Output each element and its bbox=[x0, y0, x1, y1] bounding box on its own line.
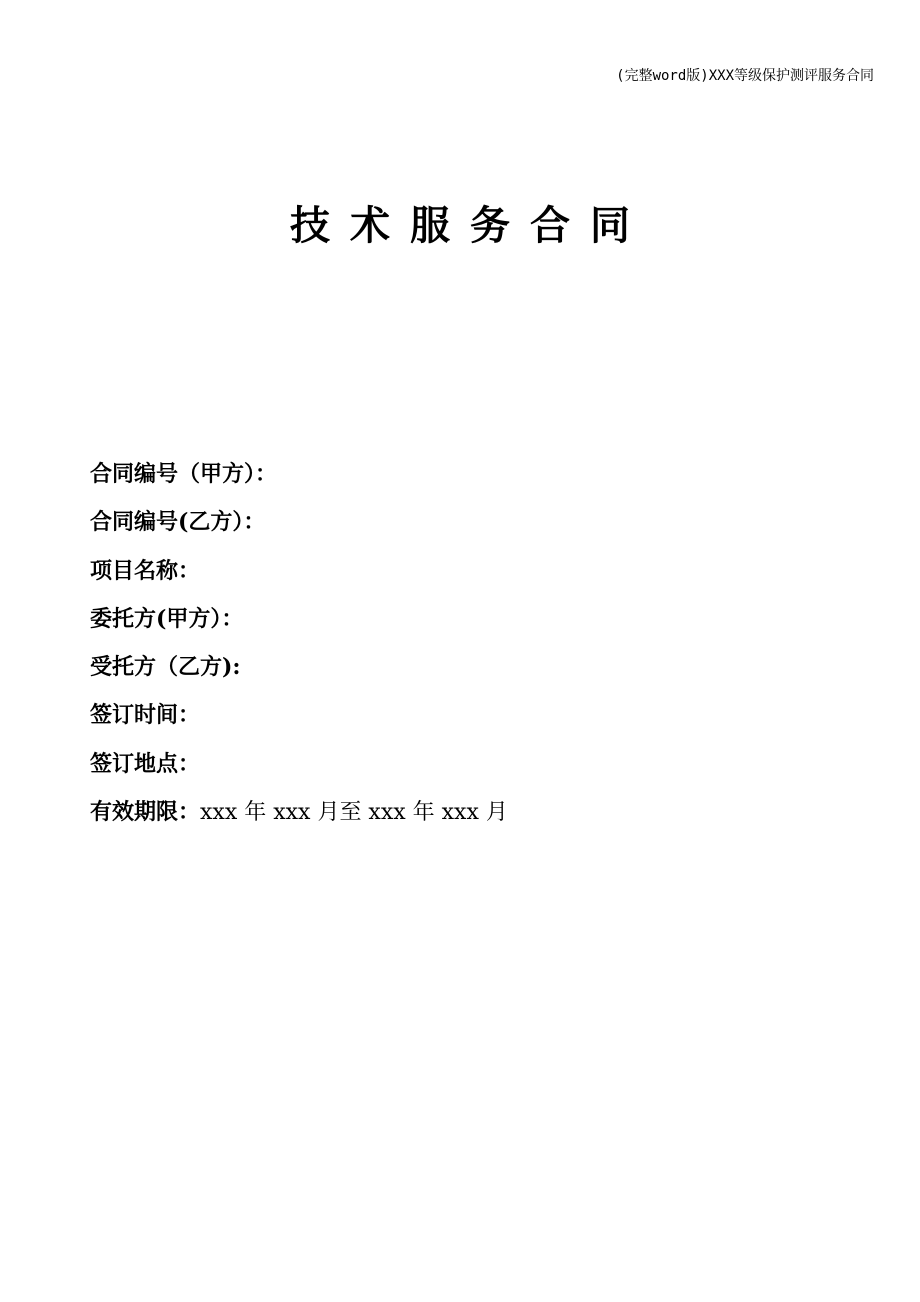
contractor-party-b-row bbox=[90, 643, 850, 691]
contract-number-party-a-row bbox=[90, 450, 850, 498]
project-name-label: 项目名称： bbox=[90, 557, 201, 584]
signing-place-row bbox=[90, 740, 850, 788]
contract-number-party-b-row bbox=[90, 498, 850, 546]
validity-period-label: 有效期限： bbox=[90, 799, 201, 826]
validity-period-value: xxx 年 xxx 月至 xxx 年 xxx 月 bbox=[200, 800, 508, 826]
validity-period-row bbox=[90, 788, 850, 836]
contract-info-fields bbox=[90, 450, 850, 836]
signing-date-label: 签订时间： bbox=[90, 702, 201, 729]
signing-date-row bbox=[90, 691, 850, 739]
client-party-a-row bbox=[90, 595, 850, 643]
client-party-a-label: 委托方(甲方）： bbox=[90, 605, 244, 632]
contract-number-party-b-label: 合同编号(乙方）： bbox=[90, 509, 266, 536]
project-name-row bbox=[90, 547, 850, 595]
contract-number-party-a-label: 合同编号（甲方）： bbox=[90, 461, 278, 487]
contractor-party-b-label: 受托方（乙方): bbox=[90, 654, 241, 681]
document-title: 技术服务合同 bbox=[290, 202, 650, 249]
page-header: (完整word版)XXX等级保护测评服务合同 bbox=[616, 68, 874, 84]
signing-place-label: 签订地点： bbox=[90, 750, 201, 777]
